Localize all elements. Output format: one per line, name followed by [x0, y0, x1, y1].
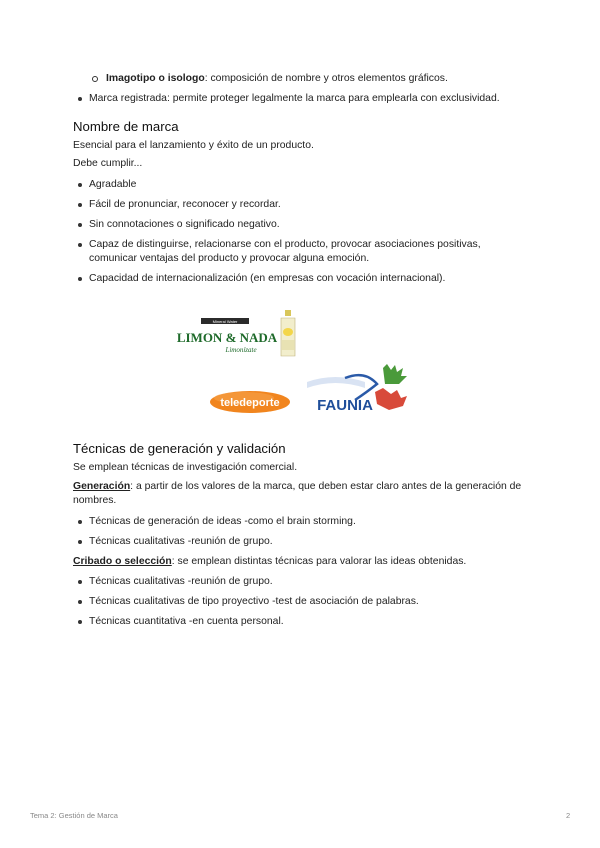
cribado-rest: : se emplean distintas técnicas para valorar las ideas obtenidas. [171, 556, 467, 567]
generacion-rest: : a partir de los valores de la marca, que deben estar claro antes de la generación de nombres. [73, 481, 522, 506]
list-item: Fácil de pronunciar, reconocer y recordar. [78, 198, 498, 212]
footer-title: Tema 2: Gestión de Marca [30, 811, 118, 820]
teledeporte-logo [208, 386, 292, 416]
paragraph: Esencial para el lanzamiento y éxito de un producto. [73, 140, 314, 151]
list-item: Sin connotaciones o significado negativo. [78, 218, 498, 232]
sub-item-text [106, 72, 448, 86]
list-item: Técnicas cualitativas de tipo proyectivo -test de asociación de palabras. [78, 595, 528, 609]
cribado-term: Cribado o selección [73, 556, 172, 567]
list-item: Técnicas cualitativas -reunión de grupo. [78, 535, 528, 549]
faunia-logo [305, 362, 415, 416]
sub-list-item-imagotipo [92, 72, 448, 86]
list-item: Técnicas cuantitativa -en cuenta personal. [78, 615, 528, 629]
paragraph: Debe cumplir... [73, 158, 143, 169]
limon-top-label: Mineral Water [212, 319, 238, 324]
sub-item-rest: : composición de nombre y otros elementos gráficos. [204, 73, 448, 84]
faunia-label: FAUNIA [317, 397, 373, 414]
paragraph-generacion [73, 480, 523, 508]
sub-item-term: Imagotipo o isologo [106, 73, 205, 84]
list-item: Técnicas cualitativas -reunión de grupo. [78, 575, 528, 589]
bullet-list-marca [78, 92, 528, 106]
page-number: 2 [566, 811, 571, 820]
paragraph: Se emplean técnicas de investigación comercial. [73, 462, 298, 473]
list-item: Técnicas de generación de ideas -como el brain storming. [78, 515, 528, 529]
list-item: Capacidad de internacionalización (en empresas con vocación internacional). [78, 272, 498, 286]
list-item: Agradable [78, 178, 498, 192]
teledeporte-label: teledeporte [220, 397, 280, 409]
hand-icon [375, 364, 407, 410]
bottle-icon [281, 310, 295, 356]
section-heading-tecnicas: Técnicas de generación y validación [73, 441, 286, 456]
list-item: Capaz de distinguirse, relacionarse con el producto, provocar asociaciones positivas, comunicar ventajas del producto y provocar alguna emoción. [78, 238, 498, 266]
limon-y-nada-logo [176, 308, 301, 360]
limon-main-label: LIMON & NADA [176, 330, 278, 345]
list-item: Marca registrada: permite proteger legalmente la marca para emplearla con exclusividad. [78, 92, 528, 106]
circle-bullet-icon [92, 76, 98, 82]
bullet-list-requisitos [78, 178, 498, 286]
section-heading-nombre-marca: Nombre de marca [73, 119, 179, 134]
paragraph-cribado [73, 555, 523, 569]
generacion-term: Generación [73, 481, 131, 492]
limon-sub-label: Limonízate [225, 346, 257, 354]
bullet-list-cribado [78, 575, 528, 629]
bullet-list-generacion [78, 515, 528, 549]
